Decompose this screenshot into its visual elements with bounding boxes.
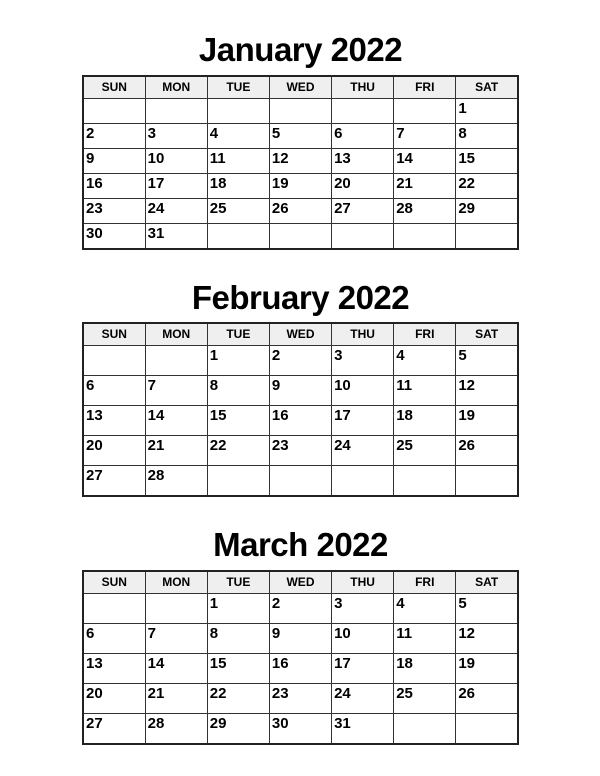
day-cell: 27 (332, 199, 394, 224)
day-cell: 26 (269, 199, 331, 224)
day-cell: 14 (145, 654, 207, 684)
day-cell: 19 (456, 654, 518, 684)
month-title: March 2022 (213, 526, 388, 563)
day-cell: 13 (332, 149, 394, 174)
day-cell: 31 (332, 714, 394, 745)
week-row (83, 684, 518, 714)
day-cell (332, 99, 394, 124)
weekday-sat: SAT (456, 323, 518, 346)
day-cell: 7 (145, 624, 207, 654)
day-cell: 8 (207, 624, 269, 654)
day-cell: 15 (207, 406, 269, 436)
day-cell: 6 (83, 624, 145, 654)
day-cell: 24 (332, 436, 394, 466)
weekday-sun: SUN (83, 323, 145, 346)
weekday-tue: TUE (207, 323, 269, 346)
day-cell (269, 99, 331, 124)
weekday-fri: FRI (394, 323, 456, 346)
day-cell: 10 (332, 624, 394, 654)
month-title: January 2022 (198, 31, 403, 68)
day-cell: 31 (145, 224, 207, 250)
day-cell: 25 (207, 199, 269, 224)
day-cell: 6 (332, 124, 394, 149)
day-cell (456, 466, 518, 497)
day-cell: 24 (332, 684, 394, 714)
day-cell (394, 224, 456, 250)
weekday-wed: WED (269, 76, 331, 99)
week-row (83, 714, 518, 745)
day-cell: 29 (207, 714, 269, 745)
day-cell: 5 (456, 594, 518, 624)
week-row (83, 124, 518, 149)
day-cell: 4 (394, 346, 456, 376)
calendar-grid (82, 322, 519, 497)
day-cell: 21 (145, 436, 207, 466)
day-cell: 16 (269, 406, 331, 436)
day-cell (207, 99, 269, 124)
week-row (83, 624, 518, 654)
weekday-sun: SUN (83, 76, 145, 99)
day-cell: 10 (332, 376, 394, 406)
day-cell: 19 (456, 406, 518, 436)
day-cell: 21 (394, 174, 456, 199)
day-cell: 15 (207, 654, 269, 684)
weekday-header-row (83, 76, 518, 99)
day-cell: 8 (456, 124, 518, 149)
day-cell (456, 714, 518, 745)
day-cell: 3 (145, 124, 207, 149)
day-cell (145, 99, 207, 124)
day-cell: 23 (83, 199, 145, 224)
weekday-tue: TUE (207, 76, 269, 99)
day-cell: 25 (394, 684, 456, 714)
weekday-wed: WED (269, 571, 331, 594)
day-cell: 18 (207, 174, 269, 199)
day-cell: 20 (83, 684, 145, 714)
weekday-sun: SUN (83, 571, 145, 594)
day-cell: 20 (332, 174, 394, 199)
day-cell: 6 (83, 376, 145, 406)
weekday-fri: FRI (394, 76, 456, 99)
day-cell: 22 (456, 174, 518, 199)
day-cell: 10 (145, 149, 207, 174)
day-cell: 23 (269, 684, 331, 714)
day-cell: 26 (456, 684, 518, 714)
day-cell: 20 (83, 436, 145, 466)
day-cell: 12 (269, 149, 331, 174)
day-cell: 1 (456, 99, 518, 124)
day-cell: 11 (394, 624, 456, 654)
day-cell: 2 (83, 124, 145, 149)
week-row (83, 436, 518, 466)
weekday-thu: THU (332, 571, 394, 594)
week-row (83, 224, 518, 250)
day-cell (83, 594, 145, 624)
day-cell: 12 (456, 376, 518, 406)
week-row (83, 174, 518, 199)
day-cell (269, 224, 331, 250)
day-cell: 4 (394, 594, 456, 624)
day-cell: 22 (207, 436, 269, 466)
day-cell: 24 (145, 199, 207, 224)
weekday-mon: MON (145, 76, 207, 99)
day-cell: 5 (456, 346, 518, 376)
day-cell: 1 (207, 346, 269, 376)
day-cell: 17 (145, 174, 207, 199)
day-cell (394, 466, 456, 497)
weekday-mon: MON (145, 323, 207, 346)
day-cell: 28 (394, 199, 456, 224)
day-cell: 3 (332, 594, 394, 624)
day-cell: 3 (332, 346, 394, 376)
day-cell: 28 (145, 466, 207, 497)
day-cell (207, 466, 269, 497)
day-cell (145, 594, 207, 624)
day-cell: 18 (394, 654, 456, 684)
weekday-thu: THU (332, 323, 394, 346)
day-cell (83, 99, 145, 124)
day-cell: 14 (394, 149, 456, 174)
day-cell: 30 (269, 714, 331, 745)
day-cell: 14 (145, 406, 207, 436)
day-cell: 15 (456, 149, 518, 174)
weekday-tue: TUE (207, 571, 269, 594)
day-cell (332, 466, 394, 497)
day-cell: 28 (145, 714, 207, 745)
day-cell: 29 (456, 199, 518, 224)
week-row (83, 99, 518, 124)
day-cell: 1 (207, 594, 269, 624)
day-cell: 11 (394, 376, 456, 406)
week-row (83, 654, 518, 684)
week-row (83, 594, 518, 624)
day-cell: 25 (394, 436, 456, 466)
calendar-grid (82, 75, 519, 250)
day-cell: 7 (145, 376, 207, 406)
day-cell: 2 (269, 594, 331, 624)
day-cell (332, 224, 394, 250)
day-cell: 27 (83, 466, 145, 497)
day-cell: 5 (269, 124, 331, 149)
day-cell: 16 (269, 654, 331, 684)
day-cell: 7 (394, 124, 456, 149)
weekday-header-row (83, 323, 518, 346)
day-cell: 16 (83, 174, 145, 199)
day-cell: 26 (456, 436, 518, 466)
calendar-grid (82, 570, 519, 745)
day-cell: 21 (145, 684, 207, 714)
week-row (83, 466, 518, 497)
day-cell (207, 224, 269, 250)
day-cell: 9 (269, 624, 331, 654)
month-title: February 2022 (191, 279, 410, 316)
weekday-thu: THU (332, 76, 394, 99)
weekday-mon: MON (145, 571, 207, 594)
day-cell: 22 (207, 684, 269, 714)
day-cell (394, 99, 456, 124)
day-cell: 2 (269, 346, 331, 376)
weekday-fri: FRI (394, 571, 456, 594)
weekday-wed: WED (269, 323, 331, 346)
week-row (83, 199, 518, 224)
day-cell: 30 (83, 224, 145, 250)
day-cell: 23 (269, 436, 331, 466)
day-cell: 8 (207, 376, 269, 406)
weekday-header-row (83, 571, 518, 594)
weekday-sat: SAT (456, 76, 518, 99)
day-cell (83, 346, 145, 376)
day-cell: 27 (83, 714, 145, 745)
day-cell: 11 (207, 149, 269, 174)
week-row (83, 346, 518, 376)
week-row (83, 376, 518, 406)
week-row (83, 149, 518, 174)
day-cell (394, 714, 456, 745)
day-cell: 4 (207, 124, 269, 149)
weekday-sat: SAT (456, 571, 518, 594)
day-cell: 17 (332, 406, 394, 436)
day-cell (145, 346, 207, 376)
day-cell: 18 (394, 406, 456, 436)
week-row (83, 406, 518, 436)
day-cell: 13 (83, 406, 145, 436)
day-cell (456, 224, 518, 250)
day-cell: 19 (269, 174, 331, 199)
day-cell: 9 (269, 376, 331, 406)
day-cell: 12 (456, 624, 518, 654)
day-cell: 17 (332, 654, 394, 684)
day-cell: 13 (83, 654, 145, 684)
day-cell (269, 466, 331, 497)
day-cell: 9 (83, 149, 145, 174)
